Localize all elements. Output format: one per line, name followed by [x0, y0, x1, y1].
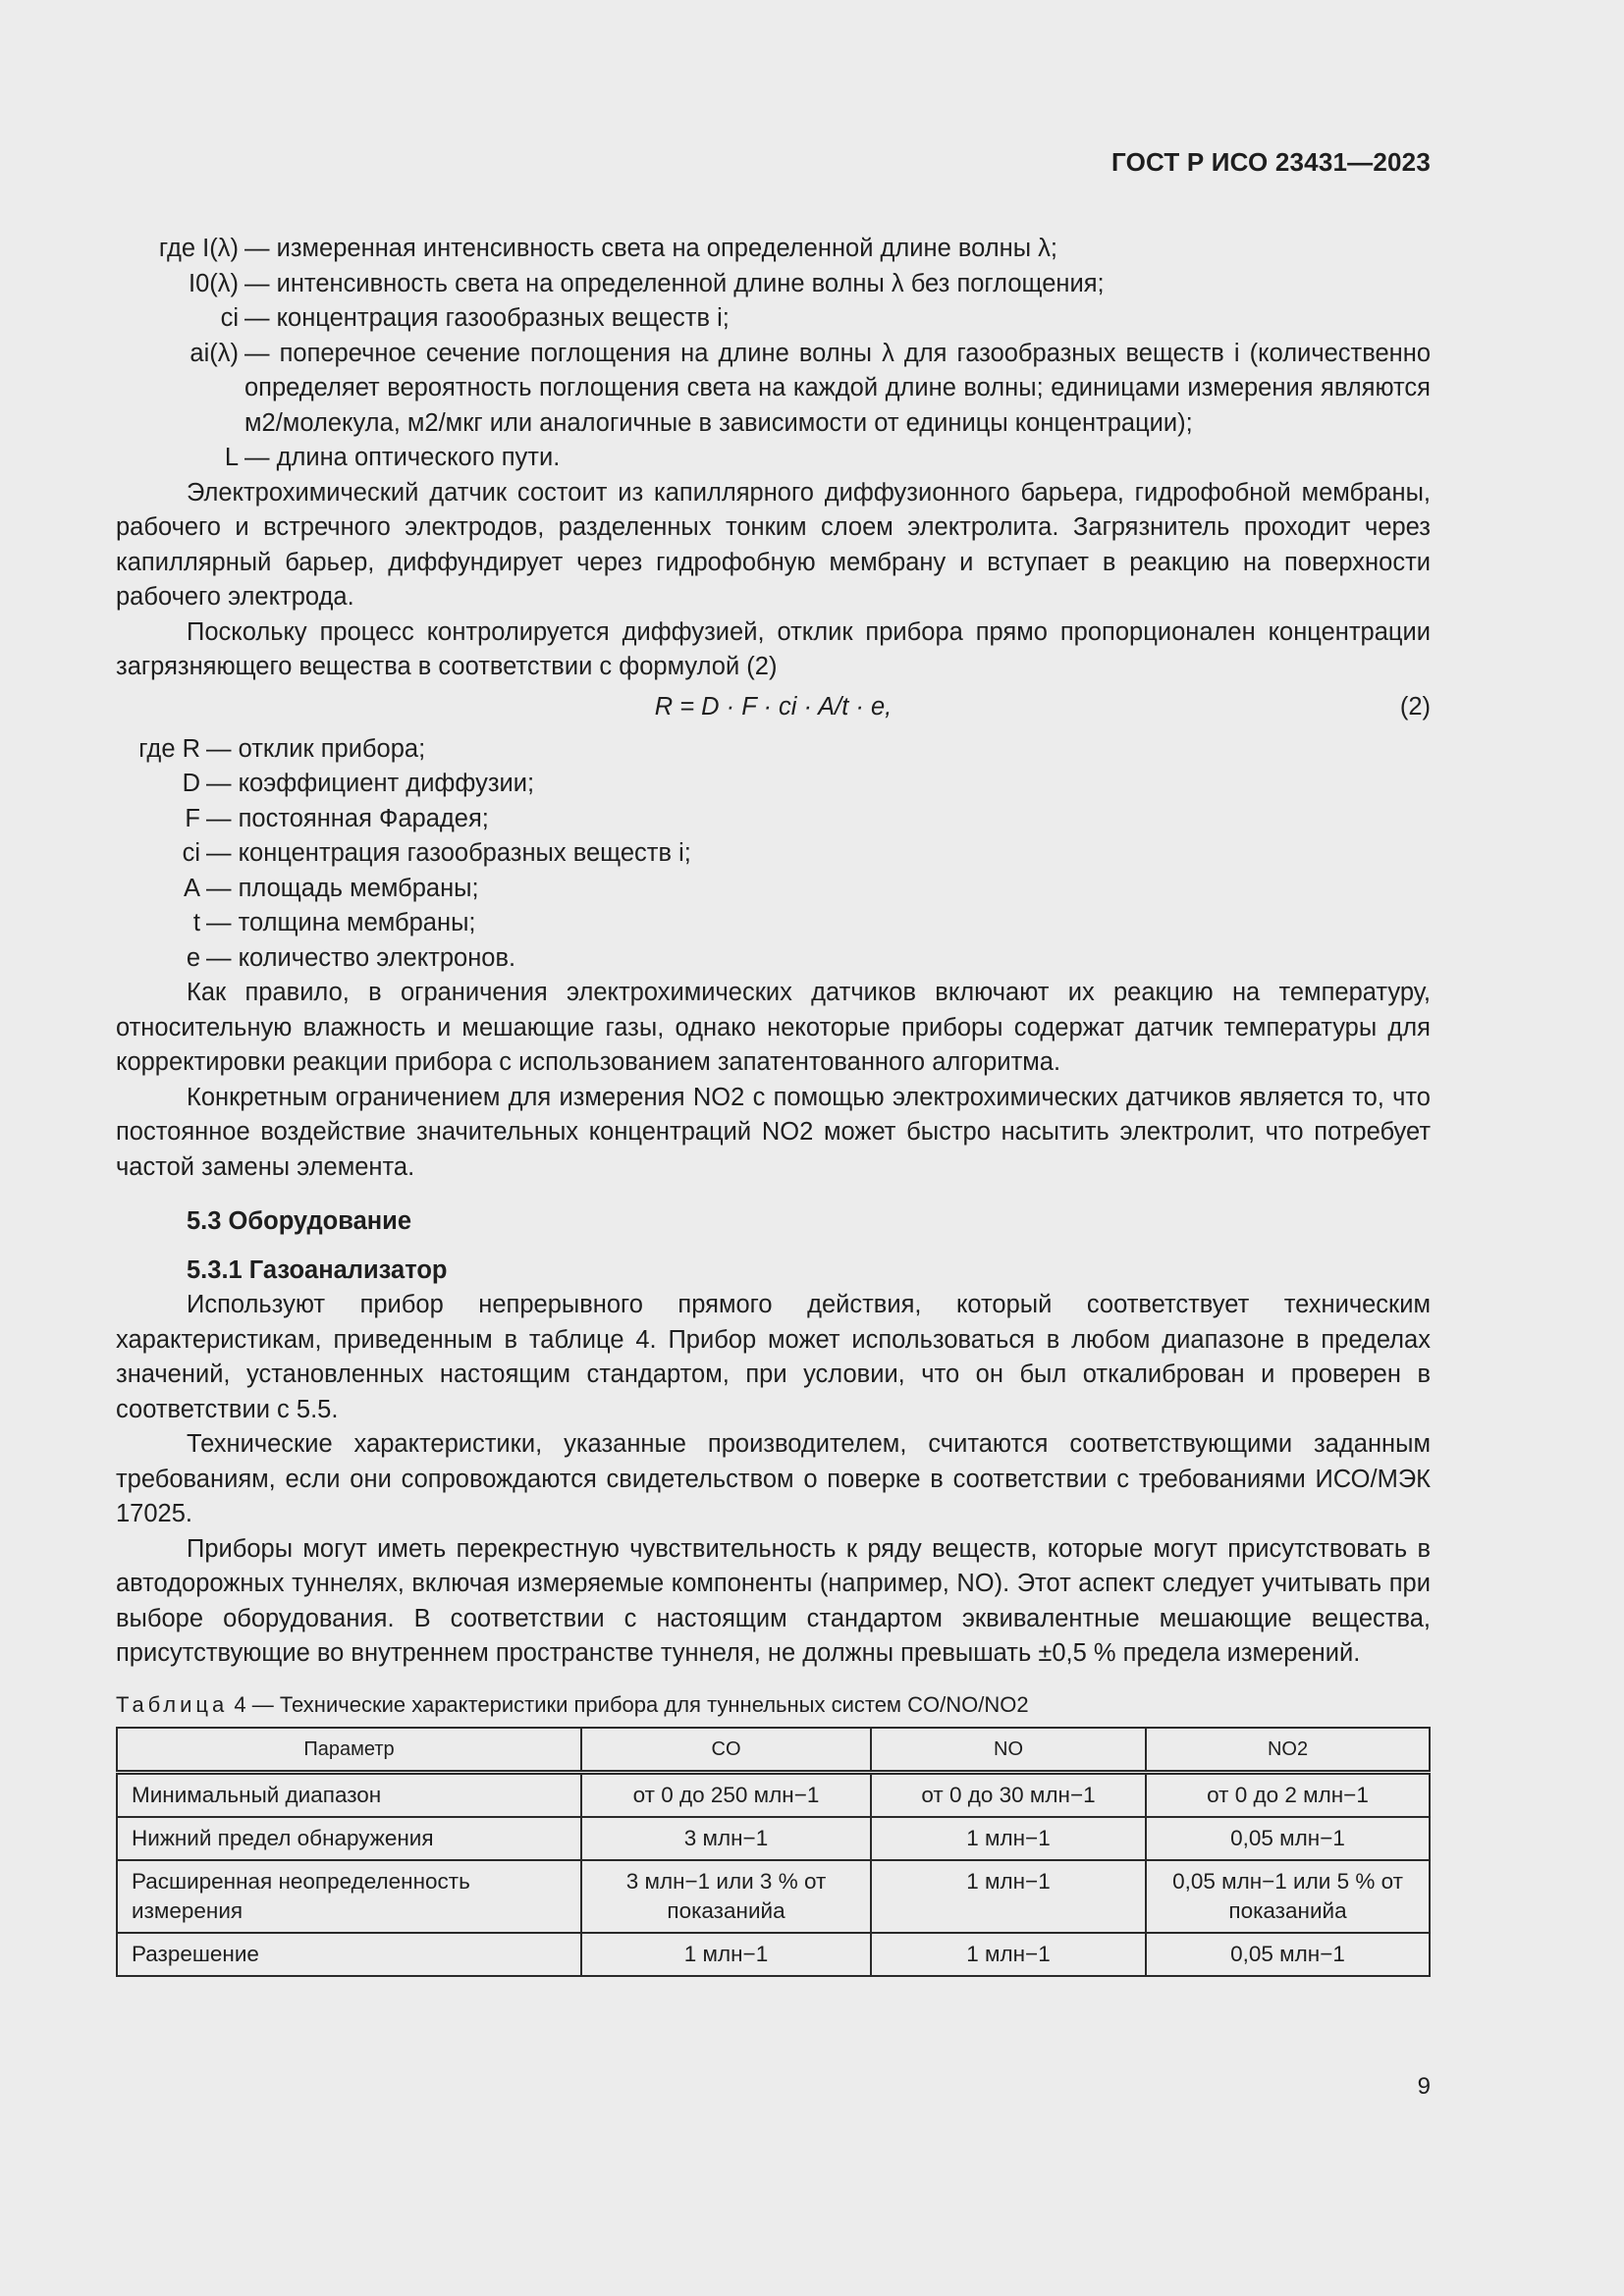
- definition-symbol: ci: [220, 304, 239, 332]
- table-cell: 0,05 млн−1: [1146, 1817, 1430, 1860]
- definition-text: — толщина мембраны;: [206, 909, 476, 936]
- table-cell: Расширенная неопределенность измерения: [117, 1860, 581, 1933]
- definition-row: [116, 941, 1431, 977]
- table-cell: Минимальный диапазон: [117, 1772, 581, 1817]
- table-row: [117, 1817, 1430, 1860]
- table-header-row: [117, 1728, 1430, 1773]
- definition-text: — интенсивность света на определенной длине волны λ без поглощения;: [244, 269, 1105, 297]
- table-header-cell: NO2: [1146, 1728, 1430, 1773]
- definition-row: [116, 232, 1431, 267]
- table-cell: от 0 до 250 млн−1: [581, 1772, 871, 1817]
- formula: [116, 685, 1431, 728]
- paragraph: Используют прибор непрерывного прямого действия, который соответствует техническим характеристикам, приведенным в таблице 4. Прибор может использоваться в любом диапазоне в пределах значений, установленных настоящим стандартом, при условии, что он был откалиброван и проверен в соответствии с 5.5.: [116, 1291, 1431, 1423]
- definition-symbol: e: [186, 943, 200, 972]
- definition-row: [116, 301, 1431, 337]
- formula-number: (2): [1399, 692, 1431, 721]
- section-heading-5-3-1: 5.3.1 Газоанализатор: [187, 1255, 448, 1284]
- table-row: [117, 1933, 1430, 1976]
- table-row: [117, 1860, 1430, 1933]
- table-row: [117, 1772, 1430, 1817]
- table-caption-text: 4 — Технические характеристики прибора для туннельных систем CO/NO/NO2: [234, 1691, 1029, 1717]
- definition-symbol: ai(λ): [189, 339, 239, 367]
- page-number: 9: [1417, 2073, 1431, 2100]
- paragraph: Поскольку процесс контролируется диффузией, отклик прибора прямо пропорционален концентрации загрязняющего вещества в соответствии с формулой (2): [116, 617, 1431, 680]
- table-cell: 0,05 млн−1: [1146, 1933, 1430, 1976]
- definition-row: [116, 906, 1431, 941]
- formula-text: R = D · F · ci · A/t · e,: [654, 692, 893, 721]
- definition-text: — площадь мембраны;: [206, 874, 479, 902]
- definition-symbol: L: [224, 444, 239, 471]
- definition-row: [116, 836, 1431, 872]
- table-cell: 3 млн−1: [581, 1817, 871, 1860]
- definition-symbol: A: [183, 874, 200, 902]
- paragraph: Как правило, в ограничения электрохимических датчиков включают их реакцию на температуру, относительную влажность и мешающие газы, однако некоторые приборы содержат датчик температуры для корректировки реакции прибора с использованием запатентованного алгоритма.: [116, 979, 1431, 1076]
- definition-row: [116, 267, 1431, 302]
- definition-text: — количество электронов.: [206, 943, 516, 972]
- document-id: ГОСТ Р ИСО 23431—2023: [1110, 147, 1431, 177]
- table-cell: Нижний предел обнаружения: [117, 1817, 581, 1860]
- table-header-cell: CO: [581, 1728, 871, 1773]
- definition-text: — коэффициент диффузии;: [206, 770, 535, 797]
- definition-row: [116, 767, 1431, 802]
- table-cell: Разрешение: [117, 1933, 581, 1976]
- definition-row: [116, 732, 1431, 768]
- definition-symbol: где R: [138, 734, 200, 763]
- definition-text: — поперечное сечение поглощения на длине волны λ для газообразных веществ i (количественно определяет вероятность поглощения света на каждой длине волны; единицами измерения являются м2/молекула, м2/мкг или аналогичные в зависимости от единицы концентрации);: [244, 339, 1431, 437]
- spec-table: [116, 1727, 1431, 1977]
- table-cell: 1 млн−1: [581, 1933, 871, 1976]
- paragraph: Конкретным ограничением для измерения NO2 с помощью электрохимических датчиков является то, что постоянное воздействие значительных концентраций NO2 может быстро насытить электролит, что потребует частой замены элемента.: [116, 1083, 1431, 1181]
- definition-text: — концентрация газообразных веществ i;: [244, 304, 730, 332]
- table-caption: [116, 1689, 1431, 1721]
- definition-symbol: D: [182, 770, 200, 797]
- definition-symbol: где I(λ): [158, 235, 239, 262]
- paragraph: Технические характеристики, указанные производителем, считаются соответствующими заданным требованиям, если они сопровождаются свидетельством о поверке в соответствии с требованиями ИСО/МЭК 17025.: [116, 1430, 1431, 1527]
- table-caption-label: Таблица: [116, 1691, 229, 1717]
- definition-text: — отклик прибора;: [206, 734, 426, 763]
- definition-text: — длина оптического пути.: [244, 444, 561, 471]
- definitions-list-2: [116, 732, 1431, 977]
- definition-symbol: t: [192, 909, 200, 936]
- table-cell: от 0 до 30 млн−1: [871, 1772, 1146, 1817]
- table-cell: 1 млн−1: [871, 1933, 1146, 1976]
- definition-symbol: ci: [182, 839, 200, 867]
- definition-row: [116, 337, 1431, 442]
- definition-text: — постоянная Фарадея;: [206, 804, 489, 832]
- section-heading-5-3: 5.3 Оборудование: [187, 1207, 412, 1235]
- definitions-list-1: [116, 232, 1431, 476]
- table-cell: 1 млн−1: [871, 1860, 1146, 1933]
- page-content: [116, 232, 1431, 1977]
- definition-row: [116, 872, 1431, 907]
- definition-text: — концентрация газообразных веществ i;: [206, 839, 691, 867]
- paragraph: Приборы могут иметь перекрестную чувствительность к ряду веществ, которые могут присутствовать в автодорожных туннелях, включая измеряемые компоненты (например, NO). Этот аспект следует учитывать при выборе оборудования. В соответствии с настоящим стандартом эквивалентные мешающие вещества, присутствующие во внутреннем пространстве туннеля, не должны превышать ±0,5 % предела измерений.: [116, 1534, 1431, 1667]
- definition-row: [116, 441, 1431, 476]
- definition-symbol: I0(λ): [189, 269, 239, 297]
- table-cell: от 0 до 2 млн−1: [1146, 1772, 1430, 1817]
- table-cell: 0,05 млн−1 или 5 % от показанийa: [1146, 1860, 1430, 1933]
- definition-text: — измеренная интенсивность света на определенной длине волны λ;: [244, 235, 1057, 262]
- table-cell: 1 млн−1: [871, 1817, 1146, 1860]
- definition-symbol: F: [185, 804, 200, 832]
- paragraph: Электрохимический датчик состоит из капиллярного диффузионного барьера, гидрофобной мембраны, рабочего и встречного электродов, разделенных тонким слоем электролита. Загрязнитель проходит через капиллярный барьер, диффундирует через гидрофобную мембрану и вступает в реакцию на поверхности рабочего электрода.: [116, 478, 1431, 611]
- table-cell: 3 млн−1 или 3 % от показанийa: [581, 1860, 871, 1933]
- table-header-cell: Параметр: [117, 1728, 581, 1773]
- definition-row: [116, 802, 1431, 837]
- table-header-cell: NO: [871, 1728, 1146, 1773]
